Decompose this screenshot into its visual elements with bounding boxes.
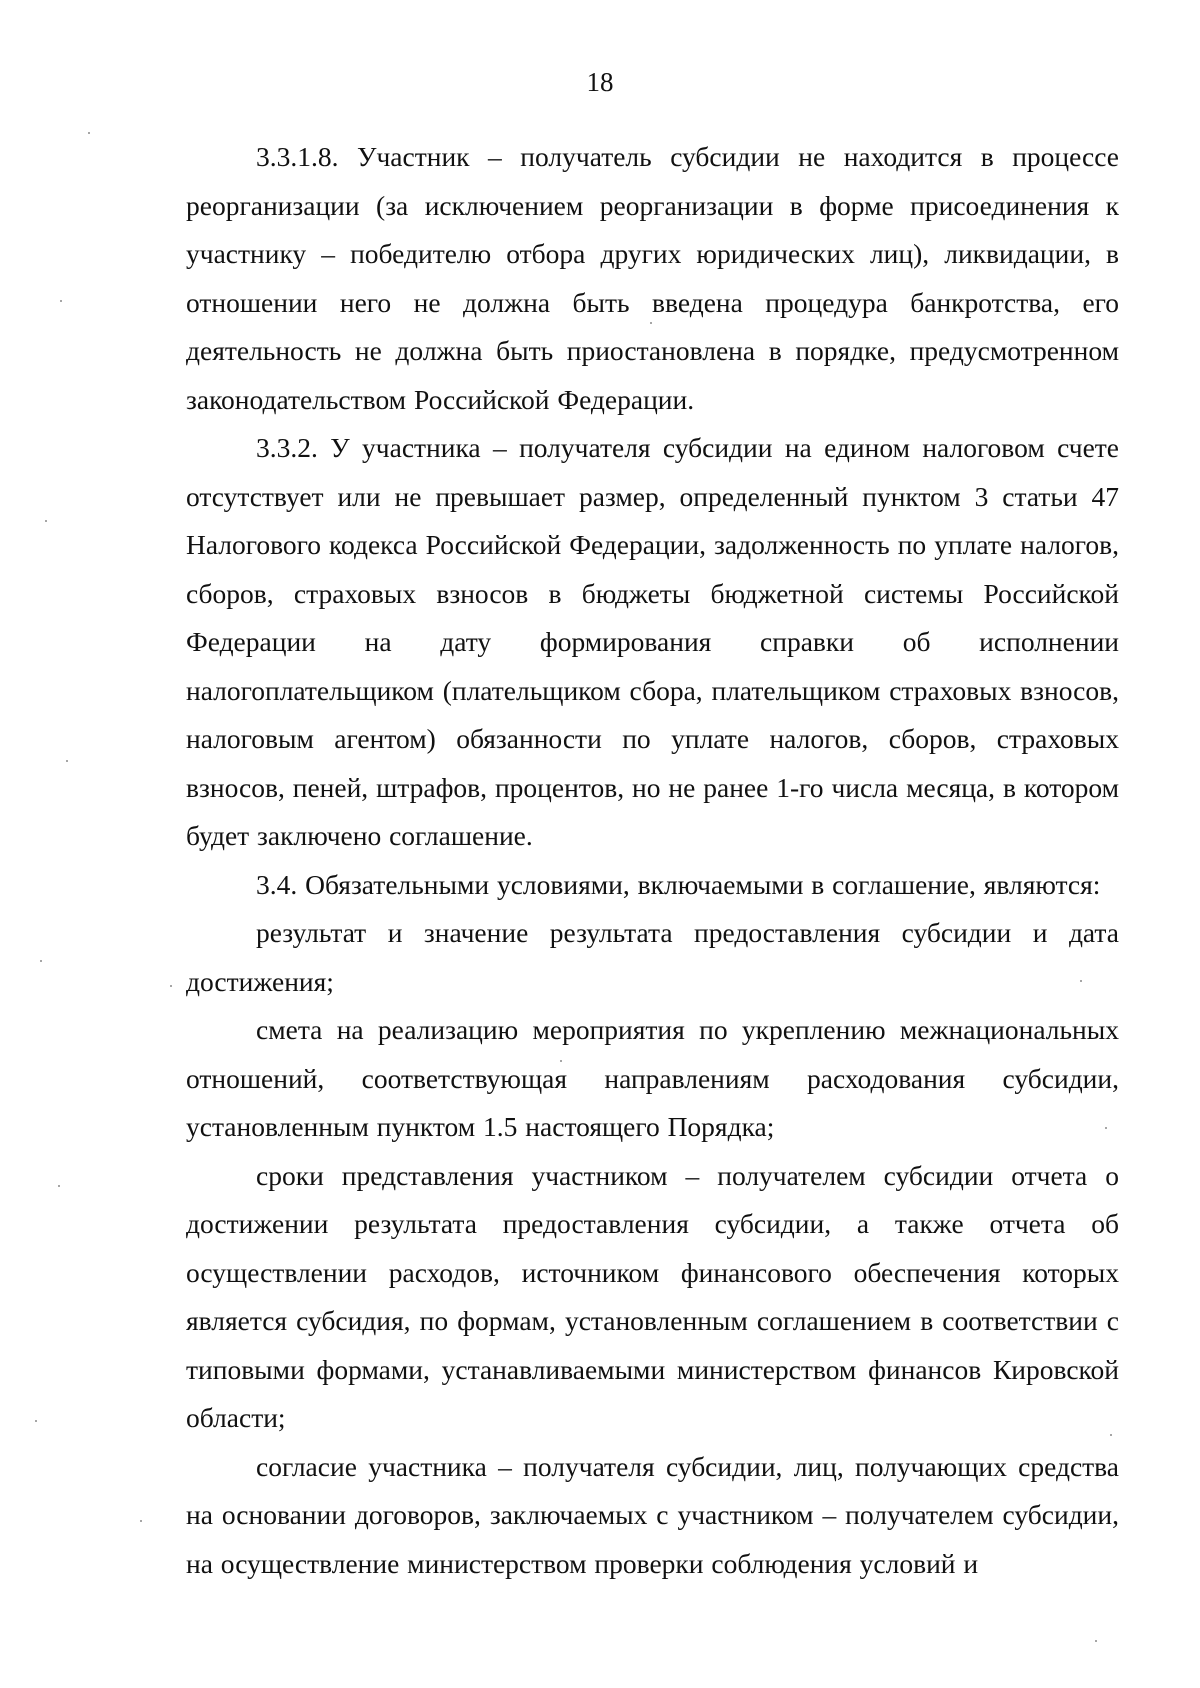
- page-number: 18: [586, 67, 614, 97]
- scan-speck: [560, 1060, 562, 1062]
- list-item-reporting-deadlines: сроки представления участником – получателем субсидии отчета о достижении результата предоставления субсидии, а также отчета об осуществлении расходов, источником финансового обеспечения которых является субсидия, по формам, установленным соглашением в соответствии с типовыми формами, устанавливаемыми министерством финансов Кировской области;: [186, 1159, 1119, 1433]
- scan-speck: [650, 322, 652, 324]
- paragraph-3-4: 3.4. Обязательными условиями, включаемыми в соглашение, являются:: [256, 868, 1101, 900]
- scan-speck: [170, 985, 172, 987]
- scan-speck: [1095, 1640, 1097, 1642]
- document-body: [186, 133, 1119, 1588]
- scan-speck: [88, 132, 90, 134]
- paragraph-3-3-1-8: 3.3.1.8. Участник – получатель субсидии не находится в процессе реорганизации (за исключением реорганизации в форме присоединения к участнику – победителю отбора других юридических лиц), ликвидации, в отношении него не должна быть введена процедура банкротства, его деятельность не должна быть приостановлена в порядке, предусмотренном законодательством Российской Федерации.: [186, 141, 1119, 415]
- scan-speck: [1110, 1434, 1112, 1436]
- list-item-result: результат и значение результата предоставления субсидии и дата достижения;: [186, 917, 1119, 997]
- scan-speck: [60, 300, 62, 302]
- scan-speck: [35, 1420, 37, 1422]
- scan-speck: [1105, 1127, 1107, 1129]
- scan-speck: [66, 760, 68, 762]
- scan-speck: [40, 960, 42, 962]
- scan-speck: [45, 520, 47, 522]
- scan-speck: [140, 1520, 142, 1522]
- list-item-estimate: смета на реализацию мероприятия по укреплению межнациональных отношений, соответствующая направлениям расходования субсидии, установленным пунктом 1.5 настоящего Порядка;: [186, 1014, 1119, 1142]
- list-item-consent: согласие участника – получателя субсидии, лиц, получающих средства на основании договоров, заключаемых с участником – получателем субсидии, на осуществление министерством проверки соблюдения условий и: [186, 1450, 1119, 1579]
- scan-speck: [58, 1185, 60, 1187]
- paragraph-3-3-2: 3.3.2. У участника – получателя субсидии на едином налоговом счете отсутствует или не превышает размер, определенный пунктом 3 статьи 47 Налогового кодекса Российской Федерации, задолженность по уплате налогов, сборов, страховых взносов в бюджеты бюджетной системы Российской Федерации на дату формирования справки об исполнении налогоплательщиком (плательщиком сбора, плательщиком страховых взносов, налоговым агентом) обязанности по уплате налогов, сборов, страховых взносов, пеней, штрафов, процентов, но не ранее 1-го числа месяца, в котором будет заключено соглашение.: [186, 432, 1119, 851]
- scan-speck: [1080, 980, 1082, 982]
